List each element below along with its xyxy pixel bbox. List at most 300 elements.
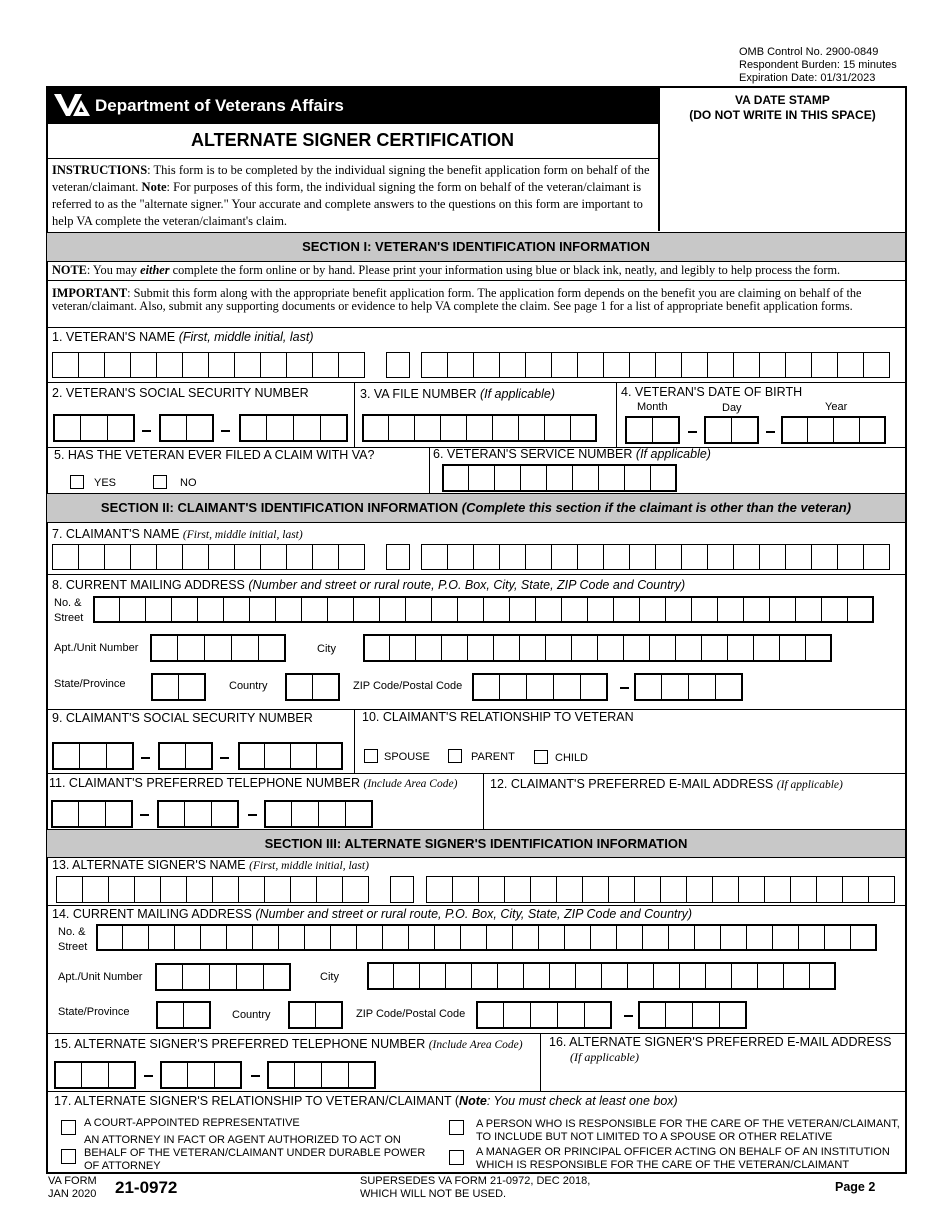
character-box[interactable] (493, 634, 520, 662)
character-box[interactable] (211, 800, 239, 828)
character-box[interactable] (499, 352, 526, 378)
signer-phone-area[interactable] (54, 1061, 136, 1089)
signer-first-name-boxes[interactable] (56, 876, 369, 903)
character-box[interactable] (389, 634, 416, 662)
character-box[interactable] (584, 1001, 612, 1029)
character-box[interactable] (321, 1061, 349, 1089)
character-box[interactable] (727, 634, 754, 662)
character-box[interactable] (701, 634, 728, 662)
character-box[interactable] (473, 352, 500, 378)
character-box[interactable] (764, 876, 791, 903)
character-box[interactable] (715, 673, 743, 701)
character-box[interactable] (186, 414, 214, 442)
character-box[interactable] (679, 962, 706, 990)
character-box[interactable] (468, 464, 495, 492)
character-box[interactable] (665, 596, 692, 623)
character-box[interactable] (264, 742, 291, 770)
character-box[interactable] (348, 1061, 376, 1089)
character-box[interactable] (499, 673, 527, 701)
character-box[interactable] (492, 414, 519, 442)
character-box[interactable] (743, 596, 770, 623)
character-box[interactable] (538, 924, 565, 951)
character-box[interactable] (106, 742, 134, 770)
claimant-phone-prefix[interactable] (157, 800, 239, 828)
claim-filed-yes-checkbox[interactable] (70, 475, 84, 489)
character-box[interactable] (577, 544, 604, 570)
character-box[interactable] (419, 962, 446, 990)
character-box[interactable] (415, 634, 442, 662)
character-box[interactable] (338, 544, 365, 570)
character-box[interactable] (807, 416, 834, 444)
character-box[interactable] (520, 464, 547, 492)
character-box[interactable] (148, 924, 175, 951)
character-box[interactable] (234, 352, 261, 378)
character-box[interactable] (312, 352, 339, 378)
character-box[interactable] (338, 352, 365, 378)
claimant-street-boxes[interactable] (93, 596, 874, 623)
character-box[interactable] (441, 634, 468, 662)
signer-phone-line[interactable] (267, 1061, 376, 1089)
character-box[interactable] (655, 352, 682, 378)
signer-zip-boxes[interactable] (476, 1001, 612, 1029)
character-box[interactable] (388, 414, 415, 442)
character-box[interactable] (627, 962, 654, 990)
character-box[interactable] (837, 544, 864, 570)
character-box[interactable] (363, 634, 390, 662)
character-box[interactable] (675, 634, 702, 662)
character-box[interactable] (278, 924, 305, 951)
character-box[interactable] (467, 634, 494, 662)
character-box[interactable] (503, 1001, 531, 1029)
character-box[interactable] (183, 1001, 211, 1029)
character-box[interactable] (386, 544, 410, 570)
character-box[interactable] (174, 924, 201, 951)
signer-city-boxes[interactable] (367, 962, 836, 990)
institution-manager-checkbox[interactable] (449, 1150, 464, 1165)
character-box[interactable] (556, 876, 583, 903)
veteran-last-name-boxes[interactable] (421, 352, 890, 378)
character-box[interactable] (320, 414, 348, 442)
character-box[interactable] (850, 924, 877, 951)
character-box[interactable] (499, 544, 526, 570)
character-box[interactable] (661, 673, 689, 701)
character-box[interactable] (535, 596, 562, 623)
claimant-zip-ext-boxes[interactable] (634, 673, 743, 701)
character-box[interactable] (833, 416, 860, 444)
signer-zip-ext-boxes[interactable] (638, 1001, 747, 1029)
character-box[interactable] (483, 596, 510, 623)
character-box[interactable] (798, 924, 825, 951)
character-box[interactable] (783, 962, 810, 990)
character-box[interactable] (753, 634, 780, 662)
character-box[interactable] (570, 414, 597, 442)
character-box[interactable] (209, 963, 237, 991)
character-box[interactable] (816, 876, 843, 903)
character-box[interactable] (151, 673, 179, 701)
character-box[interactable] (447, 352, 474, 378)
character-box[interactable] (226, 924, 253, 951)
character-box[interactable] (821, 596, 848, 623)
signer-phone-prefix[interactable] (160, 1061, 242, 1089)
character-box[interactable] (530, 876, 557, 903)
character-box[interactable] (731, 962, 758, 990)
character-box[interactable] (421, 352, 448, 378)
character-box[interactable] (408, 924, 435, 951)
character-box[interactable] (130, 544, 157, 570)
character-box[interactable] (286, 352, 313, 378)
character-box[interactable] (234, 544, 261, 570)
character-box[interactable] (681, 544, 708, 570)
character-box[interactable] (545, 634, 572, 662)
character-box[interactable] (285, 673, 313, 701)
character-box[interactable] (260, 544, 287, 570)
character-box[interactable] (159, 414, 187, 442)
character-box[interactable] (668, 924, 695, 951)
character-box[interactable] (523, 962, 550, 990)
character-box[interactable] (603, 544, 630, 570)
character-box[interactable] (156, 1001, 184, 1029)
character-box[interactable] (572, 464, 599, 492)
character-box[interactable] (623, 634, 650, 662)
character-box[interactable] (236, 963, 264, 991)
character-box[interactable] (824, 924, 851, 951)
character-box[interactable] (212, 876, 239, 903)
claimant-apt-boxes[interactable] (150, 634, 286, 662)
character-box[interactable] (294, 1061, 322, 1089)
character-box[interactable] (526, 673, 554, 701)
character-box[interactable] (613, 596, 640, 623)
character-box[interactable] (231, 634, 259, 662)
character-box[interactable] (779, 634, 806, 662)
character-box[interactable] (772, 924, 799, 951)
character-box[interactable] (525, 544, 552, 570)
character-box[interactable] (790, 876, 817, 903)
character-box[interactable] (104, 352, 131, 378)
character-box[interactable] (157, 800, 185, 828)
character-box[interactable] (580, 673, 608, 701)
character-box[interactable] (704, 416, 732, 444)
character-box[interactable] (252, 924, 279, 951)
character-box[interactable] (304, 924, 331, 951)
character-box[interactable] (119, 596, 146, 623)
character-box[interactable] (56, 876, 83, 903)
character-box[interactable] (122, 924, 149, 951)
character-box[interactable] (78, 544, 105, 570)
character-box[interactable] (518, 414, 545, 442)
veteran-first-name-boxes[interactable] (52, 352, 365, 378)
character-box[interactable] (868, 876, 895, 903)
va-file-number-boxes[interactable] (362, 414, 597, 442)
character-box[interactable] (598, 464, 625, 492)
character-box[interactable] (353, 596, 380, 623)
character-box[interactable] (638, 1001, 666, 1029)
character-box[interactable] (54, 1061, 82, 1089)
character-box[interactable] (318, 800, 346, 828)
character-box[interactable] (414, 414, 441, 442)
character-box[interactable] (145, 596, 172, 623)
character-box[interactable] (781, 416, 808, 444)
character-box[interactable] (442, 464, 469, 492)
claimant-country-boxes[interactable] (285, 673, 340, 701)
claimant-phone-line[interactable] (264, 800, 373, 828)
character-box[interactable] (551, 544, 578, 570)
character-box[interactable] (290, 742, 317, 770)
character-box[interactable] (719, 1001, 747, 1029)
character-box[interactable] (445, 962, 472, 990)
character-box[interactable] (686, 876, 713, 903)
character-box[interactable] (186, 876, 213, 903)
character-box[interactable] (639, 596, 666, 623)
character-box[interactable] (260, 352, 287, 378)
character-box[interactable] (551, 352, 578, 378)
character-box[interactable] (457, 596, 484, 623)
character-box[interactable] (342, 876, 369, 903)
character-box[interactable] (557, 1001, 585, 1029)
character-box[interactable] (160, 1061, 188, 1089)
character-box[interactable] (434, 924, 461, 951)
character-box[interactable] (712, 876, 739, 903)
character-box[interactable] (379, 596, 406, 623)
character-box[interactable] (707, 544, 734, 570)
character-box[interactable] (290, 876, 317, 903)
character-box[interactable] (327, 596, 354, 623)
character-box[interactable] (486, 924, 513, 951)
attorney-checkbox[interactable] (61, 1149, 76, 1164)
character-box[interactable] (575, 962, 602, 990)
character-box[interactable] (561, 596, 588, 623)
character-box[interactable] (452, 876, 479, 903)
character-box[interactable] (859, 416, 886, 444)
character-box[interactable] (625, 416, 653, 444)
character-box[interactable] (52, 544, 79, 570)
character-box[interactable] (472, 673, 500, 701)
character-box[interactable] (707, 352, 734, 378)
character-box[interactable] (238, 876, 265, 903)
character-box[interactable] (81, 1061, 109, 1089)
character-box[interactable] (811, 544, 838, 570)
claimant-first-name-boxes[interactable] (52, 544, 365, 570)
character-box[interactable] (187, 1061, 215, 1089)
character-box[interactable] (549, 962, 576, 990)
signer-state-boxes[interactable] (156, 1001, 211, 1029)
character-box[interactable] (78, 800, 106, 828)
character-box[interactable] (286, 544, 313, 570)
character-box[interactable] (642, 924, 669, 951)
character-box[interactable] (863, 352, 890, 378)
character-box[interactable] (316, 876, 343, 903)
character-box[interactable] (421, 544, 448, 570)
character-box[interactable] (315, 1001, 343, 1029)
character-box[interactable] (587, 596, 614, 623)
character-box[interactable] (275, 596, 302, 623)
character-box[interactable] (293, 414, 321, 442)
character-box[interactable] (746, 924, 773, 951)
character-box[interactable] (634, 876, 661, 903)
character-box[interactable] (811, 352, 838, 378)
character-box[interactable] (80, 414, 108, 442)
character-box[interactable] (108, 876, 135, 903)
character-box[interactable] (509, 596, 536, 623)
character-box[interactable] (264, 800, 292, 828)
character-box[interactable] (288, 1001, 316, 1029)
character-box[interactable] (616, 924, 643, 951)
character-box[interactable] (267, 1061, 295, 1089)
character-box[interactable] (757, 962, 784, 990)
character-box[interactable] (582, 876, 609, 903)
character-box[interactable] (82, 876, 109, 903)
character-box[interactable] (525, 352, 552, 378)
character-box[interactable] (837, 352, 864, 378)
character-box[interactable] (460, 924, 487, 951)
character-box[interactable] (316, 742, 343, 770)
character-box[interactable] (731, 416, 759, 444)
character-box[interactable] (519, 634, 546, 662)
character-box[interactable] (440, 414, 467, 442)
character-box[interactable] (476, 1001, 504, 1029)
character-box[interactable] (156, 352, 183, 378)
character-box[interactable] (171, 596, 198, 623)
character-box[interactable] (249, 596, 276, 623)
character-box[interactable] (466, 414, 493, 442)
character-box[interactable] (553, 673, 581, 701)
character-box[interactable] (52, 742, 80, 770)
character-box[interactable] (177, 634, 205, 662)
character-box[interactable] (182, 963, 210, 991)
character-box[interactable] (795, 596, 822, 623)
character-box[interactable] (158, 742, 186, 770)
character-box[interactable] (847, 596, 874, 623)
character-box[interactable] (104, 544, 131, 570)
claimant-last-name-boxes[interactable] (421, 544, 890, 570)
character-box[interactable] (597, 634, 624, 662)
character-box[interactable] (471, 962, 498, 990)
character-box[interactable] (263, 963, 291, 991)
character-box[interactable] (655, 544, 682, 570)
character-box[interactable] (447, 544, 474, 570)
character-box[interactable] (705, 962, 732, 990)
character-box[interactable] (473, 544, 500, 570)
character-box[interactable] (200, 924, 227, 951)
character-box[interactable] (809, 962, 836, 990)
character-box[interactable] (107, 414, 135, 442)
character-box[interactable] (130, 352, 157, 378)
character-box[interactable] (96, 924, 123, 951)
character-box[interactable] (204, 634, 232, 662)
character-box[interactable] (681, 352, 708, 378)
claimant-zip-boxes[interactable] (472, 673, 608, 701)
signer-last-name-boxes[interactable] (426, 876, 895, 903)
character-box[interactable] (649, 634, 676, 662)
dob-month-boxes[interactable] (625, 416, 680, 444)
character-box[interactable] (208, 544, 235, 570)
character-box[interactable] (239, 414, 267, 442)
character-box[interactable] (497, 962, 524, 990)
character-box[interactable] (426, 876, 453, 903)
character-box[interactable] (178, 673, 206, 701)
character-box[interactable] (223, 596, 250, 623)
child-checkbox[interactable] (534, 750, 548, 764)
character-box[interactable] (53, 414, 81, 442)
character-box[interactable] (842, 876, 869, 903)
character-box[interactable] (717, 596, 744, 623)
character-box[interactable] (291, 800, 319, 828)
character-box[interactable] (362, 414, 389, 442)
veteran-middle-initial-box[interactable] (386, 352, 410, 378)
caregiver-checkbox[interactable] (449, 1120, 464, 1135)
character-box[interactable] (312, 544, 339, 570)
character-box[interactable] (577, 352, 604, 378)
service-number-boxes[interactable] (442, 464, 677, 492)
character-box[interactable] (785, 544, 812, 570)
character-box[interactable] (214, 1061, 242, 1089)
character-box[interactable] (208, 352, 235, 378)
character-box[interactable] (733, 352, 760, 378)
character-box[interactable] (405, 596, 432, 623)
character-box[interactable] (105, 800, 133, 828)
character-box[interactable] (652, 416, 680, 444)
character-box[interactable] (660, 876, 687, 903)
veteran-ssn-part3[interactable] (239, 414, 348, 442)
claimant-state-boxes[interactable] (151, 673, 206, 701)
character-box[interactable] (504, 876, 531, 903)
character-box[interactable] (182, 352, 209, 378)
character-box[interactable] (665, 1001, 693, 1029)
signer-country-boxes[interactable] (288, 1001, 343, 1029)
claimant-middle-initial-box[interactable] (386, 544, 410, 570)
character-box[interactable] (692, 1001, 720, 1029)
character-box[interactable] (494, 464, 521, 492)
character-box[interactable] (759, 544, 786, 570)
character-box[interactable] (738, 876, 765, 903)
veteran-ssn-part2[interactable] (159, 414, 214, 442)
character-box[interactable] (150, 634, 178, 662)
character-box[interactable] (134, 876, 161, 903)
signer-street-boxes[interactable] (96, 924, 877, 951)
character-box[interactable] (805, 634, 832, 662)
claimant-city-boxes[interactable] (363, 634, 832, 662)
spouse-checkbox[interactable] (364, 749, 378, 763)
character-box[interactable] (386, 352, 410, 378)
character-box[interactable] (601, 962, 628, 990)
character-box[interactable] (356, 924, 383, 951)
character-box[interactable] (330, 924, 357, 951)
claimant-phone-area[interactable] (51, 800, 133, 828)
character-box[interactable] (634, 673, 662, 701)
claim-filed-no-checkbox[interactable] (153, 475, 167, 489)
character-box[interactable] (785, 352, 812, 378)
character-box[interactable] (653, 962, 680, 990)
character-box[interactable] (544, 414, 571, 442)
claimant-ssn-part1[interactable] (52, 742, 134, 770)
character-box[interactable] (393, 962, 420, 990)
character-box[interactable] (512, 924, 539, 951)
character-box[interactable] (629, 352, 656, 378)
parent-checkbox[interactable] (448, 749, 462, 763)
character-box[interactable] (691, 596, 718, 623)
character-box[interactable] (382, 924, 409, 951)
character-box[interactable] (93, 596, 120, 623)
character-box[interactable] (608, 876, 635, 903)
character-box[interactable] (431, 596, 458, 623)
character-box[interactable] (182, 544, 209, 570)
character-box[interactable] (590, 924, 617, 951)
claimant-ssn-part3[interactable] (238, 742, 343, 770)
character-box[interactable] (478, 876, 505, 903)
character-box[interactable] (720, 924, 747, 951)
character-box[interactable] (769, 596, 796, 623)
character-box[interactable] (345, 800, 373, 828)
character-box[interactable] (530, 1001, 558, 1029)
